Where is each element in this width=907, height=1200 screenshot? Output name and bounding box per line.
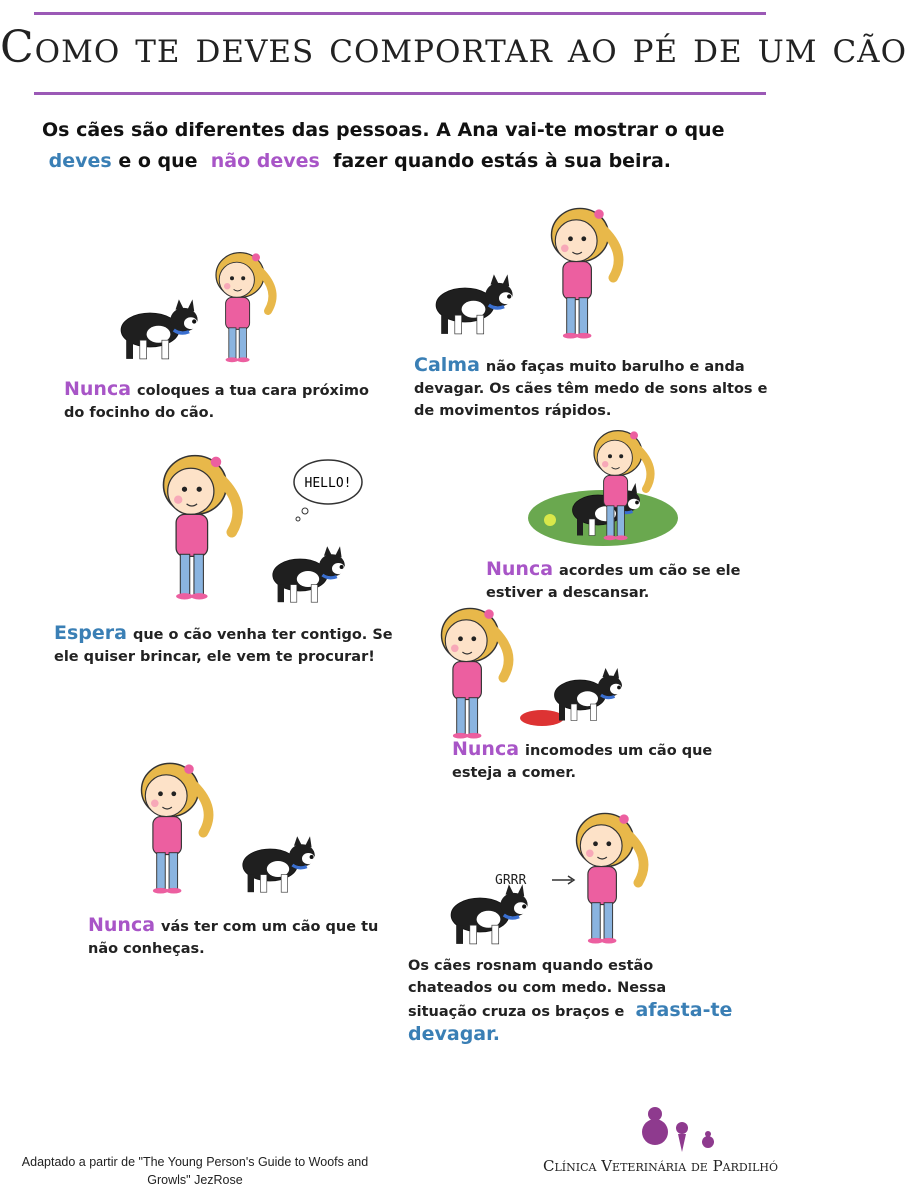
card-7-keyword: afasta-te devagar. xyxy=(408,999,733,1045)
card-4 xyxy=(54,622,414,668)
clinic-name: Clínica Veterinária de Pardilhó xyxy=(542,1157,778,1175)
card-5-keyword: Nunca xyxy=(452,738,520,760)
intro-nao-deves: não deves xyxy=(210,150,320,172)
card-7-text: Os cães rosnam quando estão chateados ou com medo. Nessa situação cruza os braços e xyxy=(408,958,667,1020)
card-2-text: não faças muito barulho e anda devagar. Os cães têm medo de sons altos e de movimentos rápidos. xyxy=(414,359,768,419)
illustration-unknown-dog xyxy=(115,755,325,895)
intro-end: fazer quando estás à sua beira. xyxy=(333,150,671,172)
card-2 xyxy=(414,354,784,422)
illustration-wait xyxy=(150,445,380,610)
intro-mid: e o que xyxy=(118,150,198,172)
card-6-text: vás ter com um cão que tu não conheças. xyxy=(88,919,379,957)
card-7 xyxy=(408,955,738,1047)
source-credit: Adaptado a partir de "The Young Person's Guide to Woofs and Growls" JezRose xyxy=(21,1155,369,1187)
card-3 xyxy=(486,558,776,604)
illustration-eating-dog xyxy=(440,600,630,735)
speech-bubble-text: HELLO! xyxy=(304,476,352,491)
card-5-text: incomodes um cão que esteja a comer. xyxy=(452,743,713,781)
page-title: Como te deves comportar ao pé de um cão xyxy=(0,22,907,73)
illustration-calm xyxy=(425,205,625,350)
clinic-logo-icon xyxy=(640,1102,720,1157)
card-3-keyword: Nunca xyxy=(486,558,554,580)
card-4-keyword: Espera xyxy=(54,622,127,644)
intro-text xyxy=(42,115,782,177)
top-rule xyxy=(34,12,766,15)
illustration-resting-dog xyxy=(528,418,688,548)
card-1-keyword: Nunca xyxy=(64,378,132,400)
intro-line1: Os cães são diferentes das pessoas. A Ana vai-te mostrar o que xyxy=(42,119,725,141)
illustration-growl xyxy=(440,810,640,955)
card-5 xyxy=(452,738,752,784)
illustration-face-close xyxy=(110,250,290,370)
card-4-text: que o cão venha ter contigo. Se ele quiser brincar, ele vem te procurar! xyxy=(54,627,393,665)
card-1 xyxy=(64,378,384,424)
card-2-keyword: Calma xyxy=(414,354,480,376)
growl-text: GRRR xyxy=(495,873,527,888)
bottom-rule xyxy=(34,92,766,95)
intro-deves: deves xyxy=(48,150,112,172)
card-3-text: acordes um cão se ele estiver a descansar. xyxy=(486,563,741,601)
card-6-keyword: Nunca xyxy=(88,914,156,936)
card-1-text: coloques a tua cara próximo do focinho do cão. xyxy=(64,383,369,421)
card-6 xyxy=(88,914,388,960)
